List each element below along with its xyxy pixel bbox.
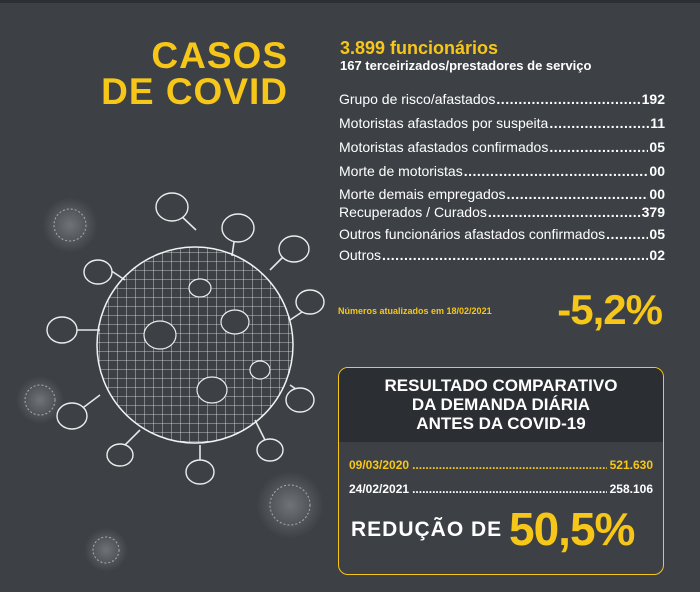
stat-label: Outros <box>339 247 382 263</box>
comparison-date: 09/03/2020 <box>349 458 410 472</box>
stat-value: 00 <box>649 186 665 202</box>
stat-row <box>339 115 665 131</box>
stat-label: Morte demais empregados <box>339 186 506 202</box>
stat-value: 11 <box>650 115 665 131</box>
stat-label: Recuperados / Curados <box>339 204 487 220</box>
contractor-count: 167 terceirizados/prestadores de serviço <box>340 58 592 73</box>
comparison-title-line-1: RESULTADO COMPARATIVO <box>384 376 618 395</box>
stat-row <box>339 163 665 179</box>
comparison-row <box>349 482 653 496</box>
comparison-title-line-3: ANTES DA COVID-19 <box>416 414 586 433</box>
comparison-value: 521.630 <box>609 458 653 472</box>
stat-row <box>339 139 665 155</box>
stat-row <box>339 226 665 242</box>
comparison-panel <box>338 367 664 575</box>
comparison-title-line-2: DA DEMANDA DIÁRIA <box>411 395 591 414</box>
reduction-value: 50,5% <box>509 503 635 555</box>
comparison-header <box>339 368 663 442</box>
change-percent: -5,2% <box>557 286 662 333</box>
stat-row <box>339 247 665 263</box>
stat-label: Motoristas afastados confirmados <box>339 139 549 155</box>
comparison-value: 258.106 <box>609 482 653 496</box>
stat-value: 05 <box>649 139 665 155</box>
title-line-1: CASOS <box>151 35 288 76</box>
stat-row <box>339 186 665 202</box>
reduction-label: REDUÇÃO DE <box>351 518 503 541</box>
updated-note: Números atualizados em 18/02/2021 <box>338 306 492 316</box>
stat-value: 192 <box>641 91 665 107</box>
stats-list <box>339 91 665 263</box>
stat-label: Grupo de risco/afastados <box>339 91 496 107</box>
title-line-2: DE COVID <box>101 71 288 112</box>
stat-value: 00 <box>649 163 665 179</box>
stat-label: Outros funcionários afastados confirmados <box>339 226 606 242</box>
stat-row <box>339 91 665 107</box>
stat-value: 05 <box>649 226 665 242</box>
stat-label: Motoristas afastados por suspeita <box>339 115 549 131</box>
stat-label: Morte de motoristas <box>339 163 463 179</box>
page-title <box>101 35 288 112</box>
stat-row <box>339 204 665 220</box>
comparison-row <box>349 458 653 472</box>
stat-value: 379 <box>641 204 665 220</box>
employee-count: 3.899 funcionários <box>340 38 499 58</box>
comparison-date: 24/02/2021 <box>349 482 410 496</box>
stat-value: 02 <box>649 247 665 263</box>
